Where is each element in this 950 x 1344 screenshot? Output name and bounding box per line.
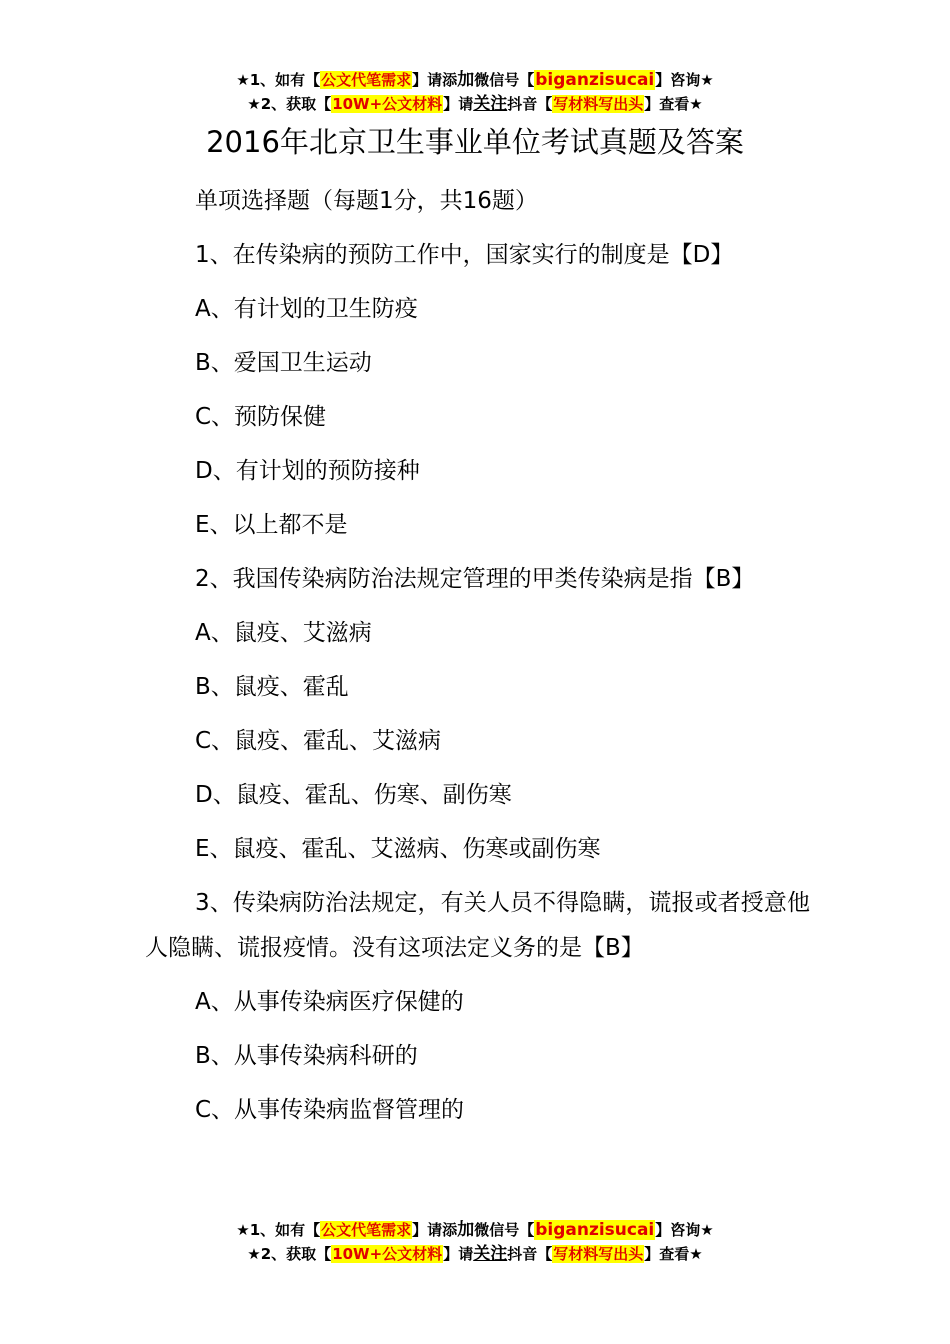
question-1-option-c: C、预防保健 bbox=[195, 404, 327, 430]
document-body bbox=[145, 175, 810, 1138]
highlight-materials: 10W+公文材料 bbox=[332, 95, 443, 113]
question-3-option-b: B、从事传染病科研的 bbox=[195, 1043, 418, 1069]
question-3-option-c: C、从事传染病监督管理的 bbox=[195, 1097, 465, 1123]
document-title: 2016年北京卫生事业单位考试真题及答案 bbox=[206, 125, 744, 159]
banner-line-1: ★1、如有【公文代笔需求】请添加微信号【biganzisucai】咨询★ bbox=[236, 70, 714, 90]
question-2-option-b: B、鼠疫、霍乱 bbox=[195, 674, 349, 700]
question-1-stem: 1、在传染病的预防工作中，国家实行的制度是【D】 bbox=[195, 242, 734, 268]
question-2-option-a: A、鼠疫、艾滋病 bbox=[195, 620, 372, 646]
header-banner bbox=[0, 68, 950, 116]
question-2-option-c: C、鼠疫、霍乱、艾滋病 bbox=[195, 728, 442, 754]
question-2-option-d: D、鼠疫、霍乱、伤寒、副伤寒 bbox=[195, 782, 512, 808]
question-3-stem: 3、传染病防治法规定，有关人员不得隐瞒，谎报或者授意他人隐瞒、谎报疫情。没有这项法定义务的是【B】 bbox=[145, 890, 810, 961]
question-1-option-a: A、有计划的卫生防疫 bbox=[195, 296, 418, 322]
highlight-wechat-id: biganzisucai bbox=[535, 70, 655, 90]
footer-highlight-douyin: 写材料写出头 bbox=[553, 1245, 644, 1263]
highlight-douyin: 写材料写出头 bbox=[553, 95, 644, 113]
footer-line-1: ★1、如有【公文代笔需求】请添加微信号【biganzisucai】咨询★ bbox=[236, 1220, 714, 1240]
highlight-service: 公文代笔需求 bbox=[321, 71, 412, 89]
footer-highlight-materials: 10W+公文材料 bbox=[332, 1245, 443, 1263]
question-2-stem: 2、我国传染病防治法规定管理的甲类传染病是指【B】 bbox=[195, 566, 755, 592]
footer-line-2: ★2、获取【10W+公文材料】请关注抖音【写材料写出头】查看★ bbox=[247, 1244, 703, 1264]
question-2-option-e: E、鼠疫、霍乱、艾滋病、伤寒或副伤寒 bbox=[195, 836, 601, 862]
banner-line-2: ★2、获取【10W+公文材料】请关注抖音【写材料写出头】查看★ bbox=[247, 94, 703, 114]
question-1-option-e: E、以上都不是 bbox=[195, 512, 348, 538]
question-1-option-d: D、有计划的预防接种 bbox=[195, 458, 420, 484]
question-3-option-a: A、从事传染病医疗保健的 bbox=[195, 989, 464, 1015]
question-1-option-b: B、爱国卫生运动 bbox=[195, 350, 372, 376]
footer-highlight-wechat-id: biganzisucai bbox=[535, 1220, 655, 1240]
footer-highlight-service: 公文代笔需求 bbox=[321, 1221, 412, 1239]
footer-banner bbox=[0, 1218, 950, 1266]
section-heading: 单项选择题（每题1分，共16题） bbox=[195, 188, 538, 214]
